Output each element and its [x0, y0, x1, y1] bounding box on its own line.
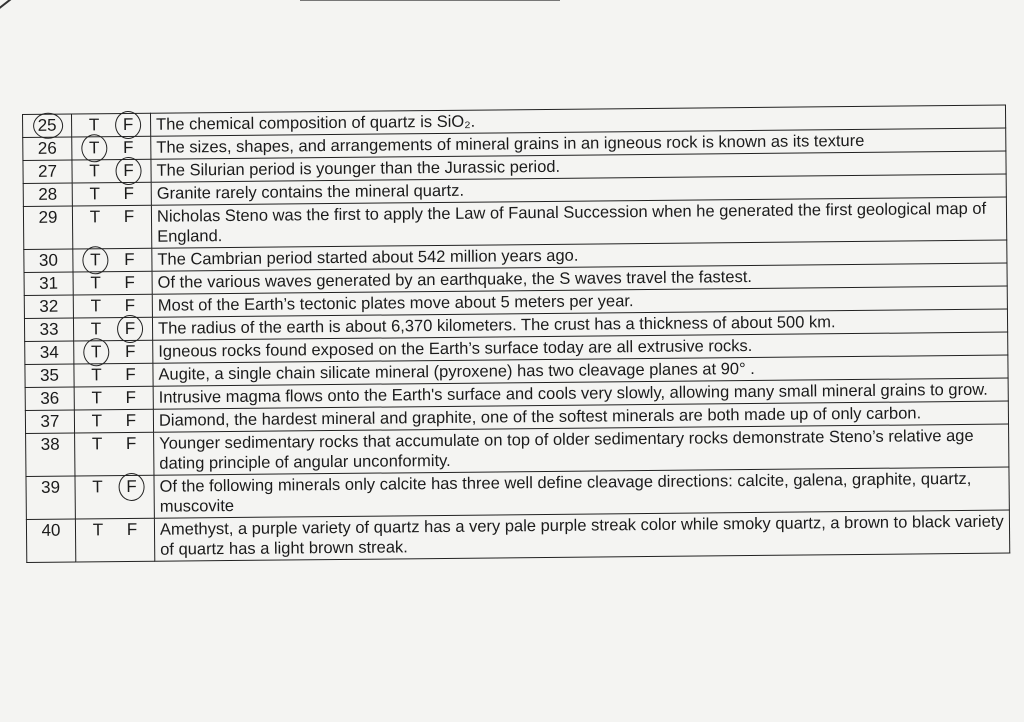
question-number-cell	[24, 249, 73, 272]
question-number-cell	[23, 183, 72, 206]
question-text: Igneous rocks found exposed on the Earth’s surface today are all extrusive rocks.	[153, 332, 1008, 363]
question-number: 33	[39, 319, 59, 339]
answer-choice-cell	[72, 205, 151, 249]
question-number-cell	[23, 137, 72, 160]
question-number: 32	[39, 296, 59, 316]
answer-choice-cell	[74, 409, 153, 433]
question-text: Most of the Earth’s tectonic plates move about 5 meters per year.	[152, 286, 1007, 317]
true-option[interactable]: T	[89, 207, 101, 227]
false-option[interactable]: F	[124, 272, 135, 293]
false-option[interactable]: F	[126, 519, 138, 540]
question-number-cell	[26, 519, 75, 562]
false-option[interactable]: F	[124, 341, 136, 362]
answer-choice-cell	[75, 518, 154, 562]
question-number: 25	[37, 115, 57, 135]
true-option[interactable]: T	[88, 115, 100, 135]
question-number: 36	[40, 388, 60, 408]
question-number-cell	[23, 114, 72, 137]
false-option[interactable]: F	[119, 319, 141, 339]
question-text: The sizes, shapes, and arrangements of mineral grains in an igneous rock is known as its texture	[151, 128, 1006, 159]
question-number: 30	[38, 250, 58, 270]
answer-choice-cell	[72, 182, 151, 206]
question-text: Nicholas Steno was the first to apply the Law of Faunal Succession when he generated the first geological map of England.	[151, 197, 1006, 248]
question-text: Of the following minerals only calcite has three well define cleavage directions: calcite, galena, graphite, quartz, muscovite	[154, 467, 1009, 518]
question-number: 35	[39, 365, 60, 385]
question-text: Intrusive magma flows onto the Earth's surface and cools very slowly, allowing many small mineral grains to grow.	[153, 378, 1008, 409]
question-number: 40	[41, 520, 61, 540]
false-option[interactable]: F	[125, 410, 137, 431]
question-number-cell	[23, 206, 72, 249]
false-option[interactable]: F	[123, 137, 134, 158]
question-row	[26, 510, 1009, 562]
true-option[interactable]: T	[90, 296, 102, 316]
true-option[interactable]: T	[89, 184, 101, 204]
question-number: 37	[40, 411, 60, 431]
question-number-cell	[25, 410, 74, 433]
question-text: Of the various waves generated by an earthquake, the S waves travel the fastest.	[152, 263, 1007, 294]
answer-choice-cell	[74, 386, 153, 410]
page-edge-line	[300, 0, 560, 1]
question-number: 34	[39, 342, 59, 362]
answer-choice-cell	[73, 317, 152, 341]
question-number: 29	[38, 207, 58, 227]
true-option[interactable]: T	[85, 342, 107, 362]
question-text: Amethyst, a purple variety of quartz has a very pale purple streak color while smoky quartz, a brown to black variety of quartz has a light brown streak.	[154, 510, 1009, 561]
false-option[interactable]: F	[117, 115, 139, 135]
question-number: 27	[37, 161, 58, 181]
true-option[interactable]: T	[83, 138, 105, 158]
false-option[interactable]: F	[125, 387, 137, 408]
answer-choice-cell	[75, 475, 154, 519]
answer-choice-cell	[72, 113, 151, 137]
question-text: The chemical composition of quartz is SiO₂.	[150, 105, 1005, 136]
answer-choice-cell	[74, 363, 153, 387]
question-text: The Silurian period is younger than the Jurassic period.	[151, 151, 1006, 182]
question-text: The Cambrian period started about 542 million years ago.	[152, 240, 1007, 271]
answer-choice-cell	[72, 159, 151, 183]
false-option[interactable]: F	[117, 161, 139, 181]
question-number: 38	[40, 434, 60, 454]
question-number: 28	[38, 184, 58, 204]
question-number: 39	[41, 477, 61, 497]
false-option[interactable]: F	[124, 295, 136, 316]
question-number-cell	[24, 318, 73, 341]
false-option[interactable]: F	[123, 183, 135, 204]
question-number: 31	[39, 273, 59, 293]
answer-choice-cell	[73, 248, 152, 272]
page-corner-line	[0, 0, 65, 31]
question-number-cell	[23, 160, 72, 183]
true-option[interactable]: T	[84, 250, 106, 270]
question-number-cell	[26, 476, 75, 519]
answer-choice-cell	[73, 294, 152, 318]
question-number-cell	[26, 433, 75, 476]
question-number-cell	[24, 272, 73, 295]
true-option[interactable]: T	[91, 434, 103, 454]
question-number-cell	[25, 387, 74, 410]
true-option[interactable]: T	[90, 273, 101, 293]
question-text: The radius of the earth is about 6,370 kilometers. The crust has a thickness of about 500 km.	[152, 309, 1007, 340]
true-option[interactable]: T	[91, 388, 103, 408]
question-text: Granite rarely contains the mineral quartz.	[151, 174, 1006, 205]
answer-choice-cell	[73, 271, 152, 295]
answer-choice-cell	[72, 136, 151, 160]
question-text: Younger sedimentary rocks that accumulate on top of older sedimentary rocks demonstrate Steno’s relative age dating principle of angular unconformity.	[154, 424, 1009, 475]
answer-choice-cell	[75, 432, 154, 476]
question-text: Augite, a single chain silicate mineral (pyroxene) has two cleavage planes at 90° .	[153, 355, 1008, 386]
true-option[interactable]: T	[92, 520, 104, 540]
false-option[interactable]: F	[123, 206, 135, 227]
true-false-question-table	[22, 105, 1010, 563]
question-number-cell	[25, 364, 74, 387]
true-option[interactable]: T	[89, 161, 100, 181]
false-option[interactable]: F	[124, 249, 135, 270]
false-option[interactable]: F	[120, 477, 142, 497]
question-number-cell	[25, 341, 74, 364]
question-number-cell	[24, 295, 73, 318]
question-number: 26	[37, 138, 57, 158]
false-option[interactable]: F	[125, 364, 136, 385]
false-option[interactable]: F	[125, 433, 137, 454]
true-option[interactable]: T	[92, 477, 103, 497]
true-option[interactable]: T	[90, 319, 102, 339]
true-option[interactable]: T	[91, 411, 103, 431]
true-option[interactable]: T	[91, 365, 102, 385]
answer-choice-cell	[74, 340, 153, 364]
question-text: Diamond, the hardest mineral and graphite, one of the softest minerals are both made up of only carbon.	[153, 401, 1008, 432]
